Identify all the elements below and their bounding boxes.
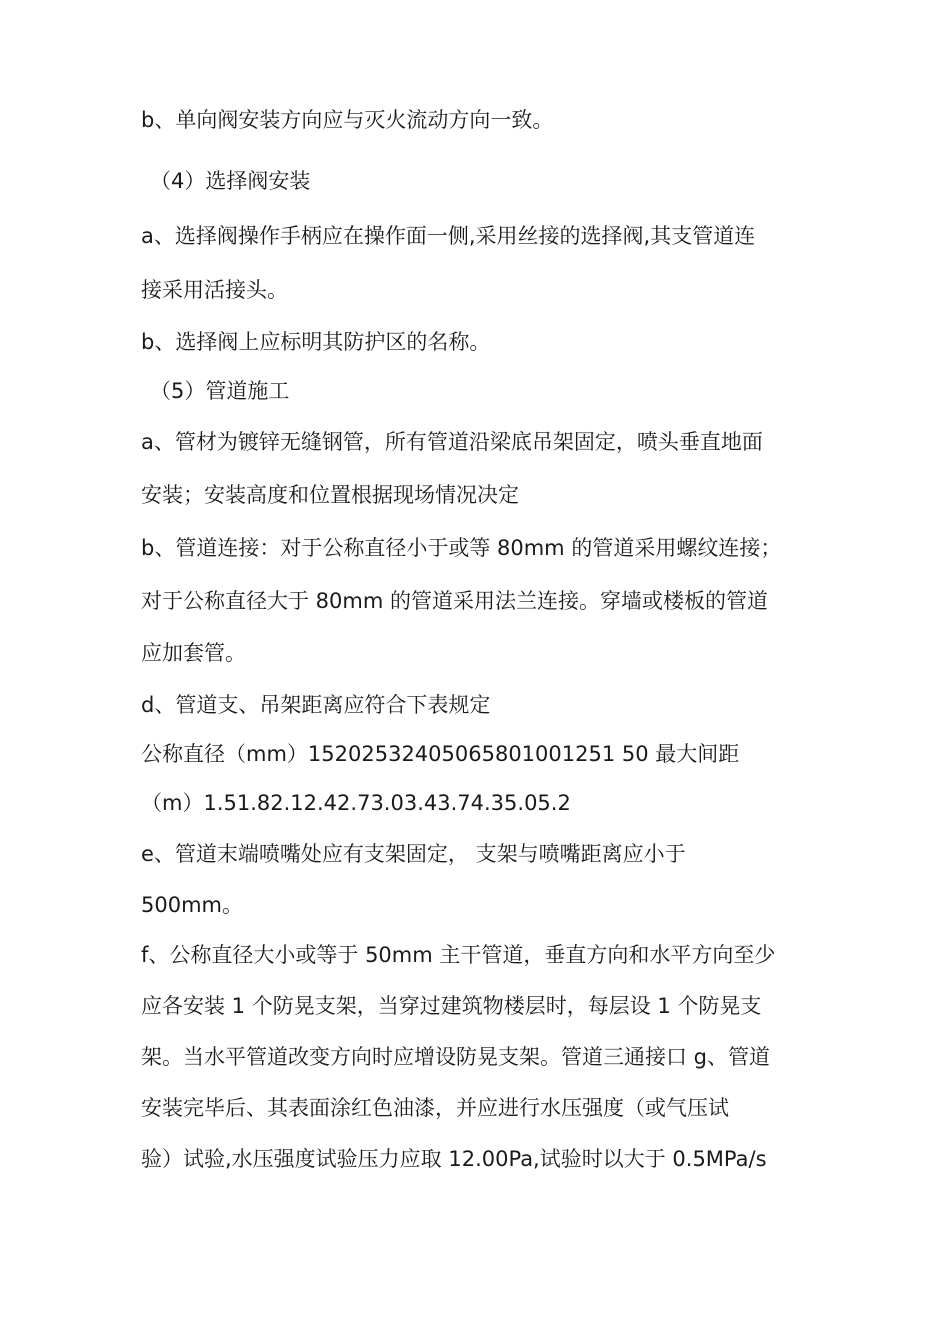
section-heading: （5）管道施工: [150, 379, 290, 403]
section-heading: （4）选择阀安装: [150, 169, 311, 193]
text-line: a、选择阀操作手柄应在操作面一侧,采用丝接的选择阀,其支管道连: [141, 224, 756, 248]
text-line: e、管道末端喷嘴处应有支架固定， 支架与喷嘴距离应小于: [141, 842, 686, 866]
text-line: a、管材为镀锌无缝钢管，所有管道沿梁底吊架固定，喷头垂直地面: [141, 430, 763, 454]
text-line: 500mm。: [141, 893, 243, 917]
text-line: d、管道支、吊架距离应符合下表规定: [141, 693, 491, 717]
text-line: 安装完毕后、其表面涂红色油漆，并应进行水压强度（或气压试: [141, 1096, 729, 1120]
text-line: 公称直径（mm）15202532405065801001251 50 最大间距: [141, 742, 740, 766]
text-line: 接采用活接头。: [141, 278, 288, 302]
text-line: b、选择阀上应标明其防护区的名称。: [141, 330, 491, 354]
text-line: 对于公称直径大于 80mm 的管道采用法兰连接。穿墙或楼板的管道: [141, 589, 768, 613]
text-line: 应各安装 1 个防晃支架，当穿过建筑物楼层时，每层设 1 个防晃支: [141, 994, 762, 1018]
text-line: 验）试验,水压强度试验压力应取 12.00Pa,试验时以大于 0.5MPa/s: [141, 1147, 767, 1171]
text-line: 应加套管。: [141, 641, 246, 665]
text-line: （m）1.51.82.12.42.73.03.43.74.35.05.2: [141, 791, 571, 815]
text-line: b、管道连接：对于公称直径小于或等 80mm 的管道采用螺纹连接；: [141, 536, 782, 560]
text-line: 安装；安装高度和位置根据现场情况决定: [141, 483, 519, 507]
text-line: b、单向阀安装方向应与灭火流动方向一致。: [141, 108, 554, 132]
text-line: f、公称直径大小或等于 50mm 主干管道，垂直方向和水平方向至少: [141, 943, 776, 967]
text-line: 架。当水平管道改变方向时应增设防晃支架。管道三通接口 g、管道: [141, 1045, 771, 1069]
